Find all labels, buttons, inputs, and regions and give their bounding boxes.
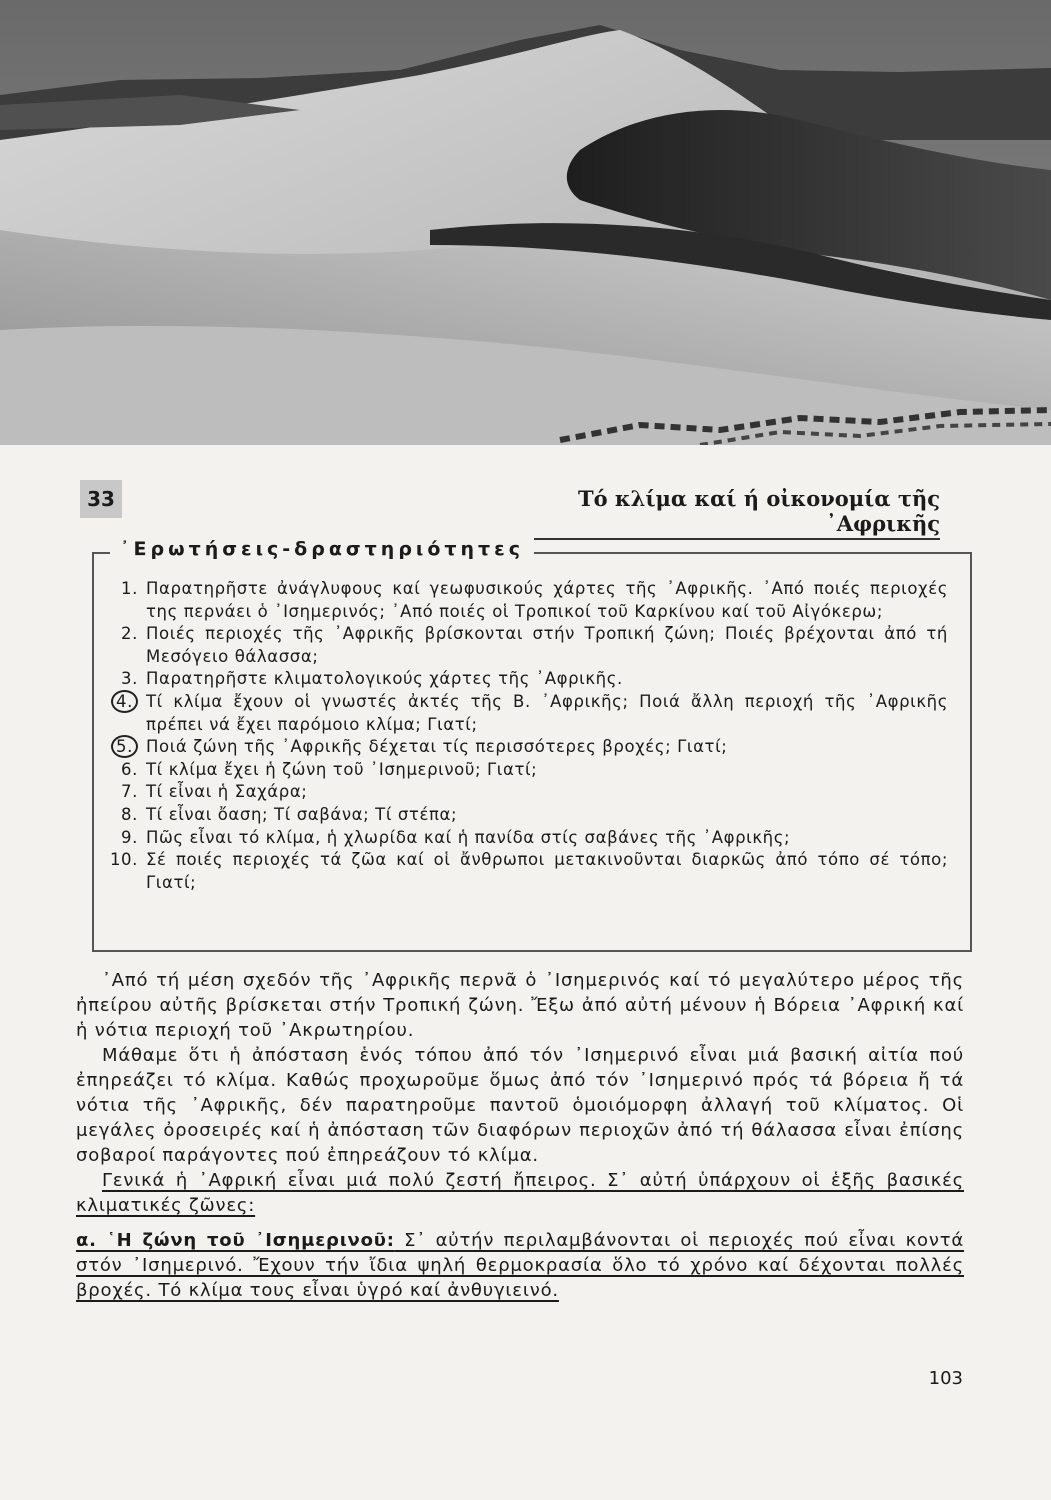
question-item <box>100 736 948 759</box>
question-text: Τί κλίμα ἔχουν οἱ γνωστές ἀκτές τῆς Β. ᾿Αφρικῆς; Ποιά ἄλλη περιοχή τῆς ᾿Αφρικῆς πρέπει νά ἔχει παρόμοιο κλίμα; Γιατί; <box>146 691 948 734</box>
question-item <box>100 623 948 668</box>
underlined-text: Γενικά ἡ ᾿Αφρική εἶναι μιά πολύ ζεστή ἤπειρος. Σ᾿ αὐτή ὑπάρχουν οἱ ἑξῆς βασικές κλιματικές ζῶνες: <box>76 1170 964 1216</box>
question-text: Τί εἶναι ὄαση; Τί σαβάνα; Τί στέπα; <box>146 804 458 824</box>
body-text <box>76 968 964 1303</box>
question-number: 7. <box>121 782 138 802</box>
question-item <box>100 827 948 850</box>
question-item <box>100 578 948 623</box>
page-number: 103 <box>928 1368 963 1389</box>
question-number: 10. <box>109 850 138 870</box>
question-text: Τί εἶναι ἡ Σαχάρα; <box>146 782 308 802</box>
questions-heading: ᾿Ερωτήσεις-δραστηριότητες <box>110 538 534 560</box>
question-number: 2. <box>121 624 138 644</box>
question-item <box>100 691 948 736</box>
paragraph: ᾿Από τή μέση σχεδόν τῆς ᾿Αφρικῆς περνᾶ ὁ ᾿Ισημερινός καί τό μεγαλύτερο μέρος τῆς ἠπείρου αὐτῆς βρίσκεται στήν Τροπική ζώνη. Ἔξω ἀπό αὐτή μένουν ἡ Βόρεια ᾿Αφρική καί ἡ νότια περιοχή τοῦ ᾿Ακρωτηρίου. <box>76 970 964 1041</box>
question-number: 9. <box>121 827 138 847</box>
zone-paragraph <box>76 1228 964 1303</box>
question-number-circled: 5. <box>111 735 138 758</box>
question-number: 1. <box>121 579 138 598</box>
question-number: 3. <box>121 669 138 689</box>
paragraph-underlined <box>76 1168 964 1218</box>
question-text: Παρατηρῆστε κλιματολογικούς χάρτες τῆς ᾿Αφρικῆς. <box>146 669 623 689</box>
lesson-number-badge: 33 <box>80 480 122 518</box>
question-item <box>100 668 948 691</box>
question-text: Σέ ποιές περιοχές τά ζῶα καί οἱ ἄνθρωποι μετακινοῦνται διαρκῶς ἀπό τόπο σέ τόπο; Γιατί; <box>146 850 948 892</box>
question-item <box>100 804 948 827</box>
question-number-circled: 4. <box>111 690 138 713</box>
zone-text: Σ᾿ αὐτήν περιλαμβάνονται οἱ περιοχές πού εἶναι κοντά στόν ᾿Ισημερινό. Ἔχουν τήν ἴδια ψηλή θερμοκρασία ὅλο τό χρόνο καί δέχονται πολλές βροχές. Τό κλίμα τους εἶναι ὑγρό καί ἀνθυγιεινό. <box>76 1230 964 1301</box>
question-item <box>100 849 948 894</box>
questions-list <box>100 578 948 894</box>
question-number: 8. <box>121 804 138 824</box>
question-text: Ποιές περιοχές τῆς ᾿Αφρικῆς βρίσκονται στήν Τροπική ζώνη; Ποιές βρέχονται ἀπό τή Μεσόγειο θάλασσα; <box>146 624 948 666</box>
lesson-title: Τό κλίμα καί ή οἰκονομία τῆς ᾿Αφρικῆς <box>470 486 940 540</box>
zone-label: α. ῾Η ζώνη τοῦ ᾿Ισημερινοῦ: <box>76 1230 395 1251</box>
question-text: Πῶς εἶναι τό κλίμα, ἡ χλωρίδα καί ἡ πανίδα στίς σαβάνες τῆς ᾿Αφρικῆς; <box>146 827 791 847</box>
question-text: Τί κλίμα ἔχει ἡ ζώνη τοῦ ᾿Ισημερινοῦ; Γιατί; <box>146 759 538 779</box>
paragraph: Μάθαμε ὅτι ἡ ἀπόσταση ἑνός τόπου ἀπό τόν ᾿Ισημερινό εἶναι μιά βασική αἰτία πού ἐπηρεάζει τό κλίμα. Καθώς προχωροῦμε ὅμως ἀπό τόν ᾿Ισημερινό πρός τά βόρεια ἤ τά νότια τῆς ᾿Αφρικῆς, δέν παρατηροῦμε παντοῦ ὁμοιόμορφη ἀλλαγή τοῦ κλίματος. Οἱ μεγάλες ὀροσειρές καί ἡ ἀπόσταση τῶν διαφόρων περιοχῶν ἀπό τή θάλασσα εἶναι ἐπίσης σοβαροί παράγοντες πού ἐπηρεάζουν τό κλίμα. <box>76 1045 964 1166</box>
question-number: 6. <box>121 759 138 779</box>
desert-dunes-photo <box>0 0 1051 445</box>
question-text: Ποιά ζώνη τῆς ᾿Αφρικῆς δέχεται τίς περισσότερες βροχές; Γιατί; <box>146 737 728 757</box>
question-item <box>100 759 948 782</box>
question-text: Παρατηρῆστε ἀνάγλυφους καί γεωφυσικούς χάρτες τῆς ᾿Αφρικῆς. ᾿Από ποιές περιοχές της περνάει ὁ ᾿Ισημερινός; ᾿Από ποιές οἱ Τροπικοί τοῦ Καρκίνου καί τοῦ Αἰγόκερω; <box>146 579 948 621</box>
question-item <box>100 781 948 804</box>
